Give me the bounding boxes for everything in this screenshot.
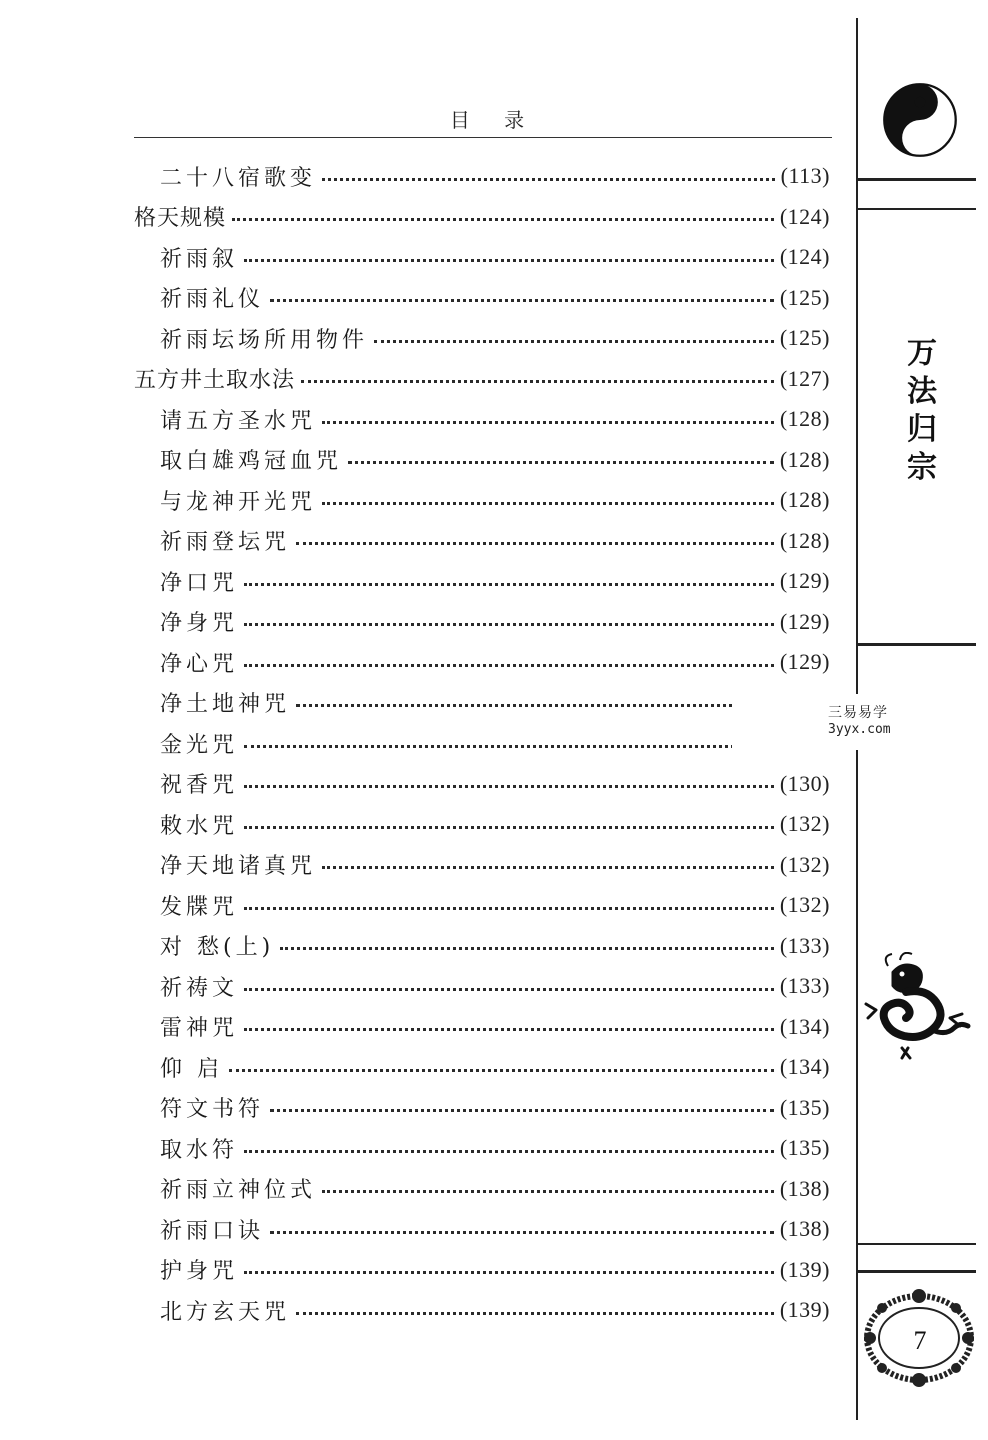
dot-leader xyxy=(322,1190,774,1193)
dot-leader xyxy=(322,866,774,869)
dot-leader xyxy=(244,1028,774,1031)
toc-entry-title: 二十八宿歌变 xyxy=(160,165,317,191)
toc-entry[interactable] xyxy=(134,359,834,399)
toc-entry-page: (134) xyxy=(779,1054,830,1079)
dot-leader xyxy=(280,947,774,950)
sidebar-rule xyxy=(858,208,976,210)
header-rule xyxy=(134,137,832,138)
toc-entry-page: (128) xyxy=(779,406,830,431)
toc-entry-title: 格天规模 xyxy=(134,206,227,231)
watermark xyxy=(732,694,902,750)
toc-entry-title: 净心咒 xyxy=(160,651,239,677)
toc-entry[interactable] xyxy=(134,1088,834,1128)
sidebar-rule xyxy=(858,1270,976,1273)
toc-entry-page: (129) xyxy=(779,608,830,634)
book-title xyxy=(892,335,952,487)
book-title-char: 归 xyxy=(907,412,937,447)
toc-entry[interactable] xyxy=(134,804,834,844)
dot-leader xyxy=(348,461,774,464)
toc-entry[interactable] xyxy=(134,764,834,804)
toc-entry[interactable] xyxy=(134,1007,834,1047)
toc-entry[interactable] xyxy=(134,278,834,318)
toc-entry[interactable] xyxy=(134,845,834,885)
toc-entry[interactable] xyxy=(134,1250,834,1290)
dot-leader xyxy=(244,623,774,626)
toc-entry-page: (130) xyxy=(779,770,830,796)
toc-entry-title: 祈雨口诀 xyxy=(160,1218,265,1244)
toc-entry-title: 敕水咒 xyxy=(160,813,239,839)
toc-entry-page: (138) xyxy=(779,1216,830,1241)
watermark-url: 3yyx.com xyxy=(828,722,891,737)
toc-entry-page: (138) xyxy=(779,1175,830,1201)
dot-leader xyxy=(270,299,774,302)
toc-entry-page: (139) xyxy=(779,1256,830,1282)
toc-entry-title: 取水符 xyxy=(160,1137,239,1163)
toc-entry-page: (133) xyxy=(779,973,830,998)
toc-entry[interactable] xyxy=(134,885,834,925)
toc-entry-page: (124) xyxy=(779,203,830,229)
watermark-title: 三易易学 xyxy=(828,705,888,721)
toc-entry-page: (133) xyxy=(779,932,830,958)
toc-entry[interactable] xyxy=(134,156,834,196)
dot-leader xyxy=(244,826,774,829)
book-title-char: 法 xyxy=(907,374,937,409)
toc-entry-page: (132) xyxy=(779,851,830,877)
dot-leader xyxy=(244,988,774,991)
dot-leader xyxy=(301,380,774,383)
toc-entry-title: 发牒咒 xyxy=(160,894,239,920)
page-number: 7 xyxy=(913,1326,927,1355)
toc-entry-page: (128) xyxy=(779,527,830,553)
toc-entry[interactable] xyxy=(134,926,834,966)
toc-entry[interactable] xyxy=(134,399,834,439)
toc-entry[interactable] xyxy=(134,683,834,723)
toc-entry-page: (135) xyxy=(779,1094,830,1120)
dot-leader xyxy=(232,218,774,221)
toc-entry[interactable] xyxy=(134,480,834,520)
dot-leader xyxy=(322,421,774,424)
dot-leader xyxy=(270,1109,774,1112)
toc-entry-title: 祝香咒 xyxy=(160,773,239,798)
dot-leader xyxy=(229,1069,774,1072)
dot-leader xyxy=(296,1312,774,1315)
dot-leader xyxy=(244,1271,774,1274)
dragon-icon xyxy=(862,952,972,1062)
toc-entry-title: 请五方圣水咒 xyxy=(160,408,317,434)
toc-entry-page: (113) xyxy=(780,163,830,188)
dot-leader xyxy=(270,1231,774,1234)
toc-entry[interactable] xyxy=(134,521,834,561)
toc-entry-page: (132) xyxy=(779,892,830,917)
toc-entry[interactable] xyxy=(134,561,834,601)
toc-entry-page: (132) xyxy=(779,811,830,836)
dot-leader xyxy=(374,340,774,343)
toc-entry-title: 净土地神咒 xyxy=(160,692,291,717)
toc-entry[interactable] xyxy=(134,197,834,237)
toc-entry[interactable] xyxy=(134,602,834,642)
toc-entry[interactable] xyxy=(134,966,834,1006)
toc-entry[interactable] xyxy=(134,440,834,480)
toc-entry-title: 祈雨礼仪 xyxy=(160,287,265,312)
toc-entry-title: 五方井土取水法 xyxy=(134,368,296,393)
toc-entry-page: (124) xyxy=(779,244,830,269)
toc-entry-title: 取白雄鸡冠血咒 xyxy=(160,449,343,474)
yin-yang-icon xyxy=(882,82,958,158)
toc-entry-title: 祈雨登坛咒 xyxy=(160,530,291,555)
sidebar-rule xyxy=(858,178,976,181)
sidebar-rule xyxy=(858,643,976,646)
toc-entry-page: (134) xyxy=(779,1013,830,1039)
toc-entry-page: (129) xyxy=(779,568,830,593)
toc-entry-title: 净口咒 xyxy=(160,570,239,596)
toc-entry[interactable] xyxy=(134,1209,834,1249)
toc-entry-title: 金光咒 xyxy=(160,732,239,758)
toc-entry[interactable] xyxy=(134,318,834,358)
dot-leader xyxy=(296,542,774,545)
dot-leader xyxy=(244,785,774,788)
toc-entry-page: (129) xyxy=(779,649,830,674)
dot-leader xyxy=(244,907,774,910)
toc-entry[interactable] xyxy=(134,642,834,682)
toc-entry-page: (135) xyxy=(779,1135,830,1160)
toc-entry[interactable] xyxy=(134,1047,834,1087)
toc-entry-title: 北方玄天咒 xyxy=(160,1299,291,1325)
toc-entry-title: 雷神咒 xyxy=(160,1016,239,1041)
toc-entry[interactable] xyxy=(134,723,834,763)
toc-entry-title: 祈雨立神位式 xyxy=(160,1178,317,1203)
toc-entry[interactable] xyxy=(134,237,834,277)
dot-leader xyxy=(322,502,774,505)
sidebar-rule xyxy=(858,1243,976,1245)
toc-entry-page: (127) xyxy=(779,365,830,391)
book-title-char: 宗 xyxy=(907,450,937,485)
dot-leader xyxy=(244,259,774,262)
toc-entry-title: 祈雨坛场所用物件 xyxy=(160,327,369,353)
header-title: 目 录 xyxy=(449,108,539,132)
toc-entry[interactable] xyxy=(134,1128,834,1168)
toc-entry-page: (125) xyxy=(779,284,830,310)
toc-entry-title: 净天地诸真咒 xyxy=(160,854,317,879)
toc-entry-title: 对 愁(上) xyxy=(160,935,275,960)
dot-leader xyxy=(244,1150,774,1153)
toc-entry[interactable] xyxy=(134,1169,834,1209)
toc-entry-title: 祈雨叙 xyxy=(160,246,239,272)
toc-entry-page: (128) xyxy=(779,487,830,512)
toc-entry-title: 护身咒 xyxy=(160,1259,239,1284)
toc-entry[interactable] xyxy=(134,1290,834,1330)
toc-entry-page: (139) xyxy=(779,1297,830,1322)
toc-entry-page: (128) xyxy=(779,446,830,472)
toc-entry-title: 净身咒 xyxy=(160,611,239,636)
toc-entry-page: (125) xyxy=(779,325,830,350)
toc-entry-title: 符文书符 xyxy=(160,1097,265,1122)
dot-leader xyxy=(244,583,774,586)
dot-leader xyxy=(322,178,775,181)
book-title-char: 万 xyxy=(907,336,937,371)
dot-leader xyxy=(244,664,774,667)
toc-entry-title: 与龙神开光咒 xyxy=(160,489,317,515)
toc-entry-title: 祈祷文 xyxy=(160,975,239,1001)
toc-entry-title: 仰 启 xyxy=(160,1056,223,1082)
